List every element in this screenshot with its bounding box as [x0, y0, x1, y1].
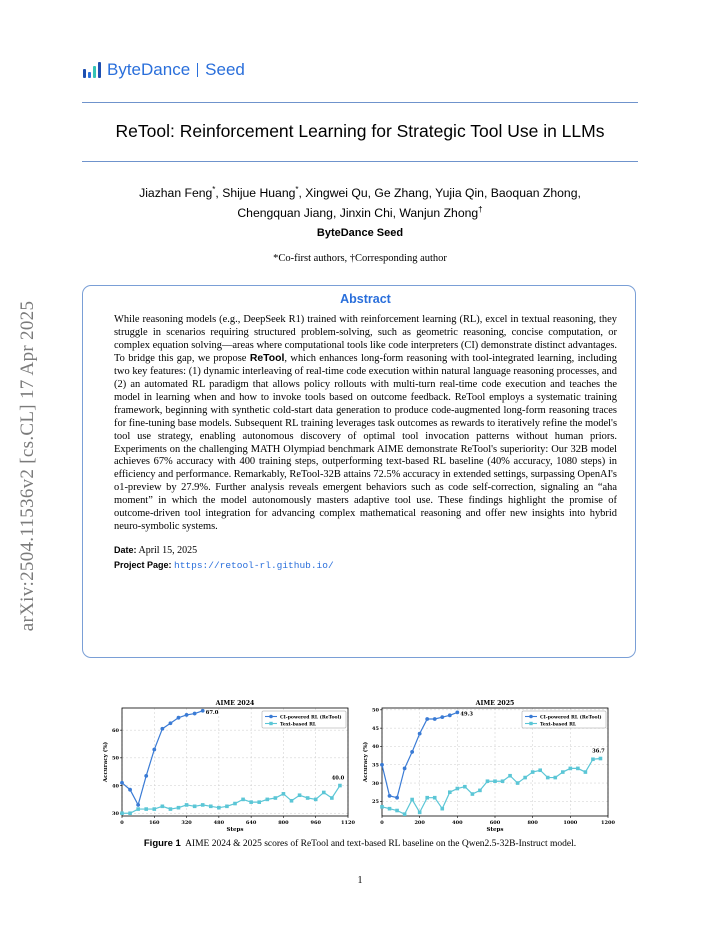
author-separator: ,	[392, 205, 400, 220]
author-separator: ,	[332, 205, 340, 220]
x-tick-label: 1200	[601, 820, 615, 826]
logo-bar	[93, 66, 96, 78]
data-point	[576, 767, 580, 771]
x-tick-label: 800	[278, 820, 289, 826]
author-name: Xingwei Qu	[305, 186, 368, 201]
y-tick-label: 50	[372, 707, 379, 714]
chart-title: AIME 2025	[475, 700, 515, 707]
page-number: 1	[357, 875, 363, 886]
data-point	[128, 811, 132, 815]
y-tick-label: 25	[372, 799, 379, 806]
data-point	[161, 805, 165, 809]
abstract-box	[82, 285, 636, 658]
data-point	[508, 774, 512, 778]
x-tick-label: 1000	[563, 820, 578, 826]
data-point	[233, 802, 237, 806]
data-point	[120, 781, 124, 785]
x-tick-label: 200	[414, 820, 425, 826]
data-point	[290, 799, 294, 803]
data-point	[418, 811, 422, 815]
author-name: Baoquan Zhong	[490, 186, 578, 201]
data-point	[448, 790, 452, 794]
data-point	[591, 757, 595, 761]
title-rule	[82, 161, 638, 162]
y-tick-label: 40	[112, 783, 119, 790]
data-point	[531, 770, 535, 774]
end-value-label: 67.0	[205, 709, 219, 716]
data-point	[425, 796, 429, 800]
author-separator: ,	[367, 186, 375, 201]
logo-bar	[88, 72, 91, 78]
author-mark: †	[478, 204, 483, 214]
bytedance-seed-logo	[83, 60, 245, 80]
end-value-label: 49.3	[460, 711, 473, 718]
end-value-label: 40.0	[331, 775, 345, 782]
project-link[interactable]: https://retool-rl.github.io/	[174, 560, 334, 572]
data-point	[128, 788, 132, 792]
author-name: Yujia Qin	[435, 186, 484, 201]
data-point	[136, 803, 140, 807]
author-name: Shijue Huang	[222, 186, 296, 201]
x-tick-label: 800	[527, 820, 538, 826]
data-point	[380, 763, 384, 767]
legend-swatch-marker	[269, 722, 272, 725]
figure-caption	[0, 838, 720, 849]
author-name: Jiazhan Feng	[139, 186, 213, 201]
x-tick-label: 320	[181, 820, 192, 826]
data-point	[314, 798, 318, 802]
data-point	[448, 713, 452, 717]
data-point	[538, 768, 542, 772]
abstract-heading: Abstract	[340, 292, 391, 306]
method-name: ReTool	[249, 352, 285, 364]
data-point	[433, 796, 437, 800]
data-point	[298, 793, 302, 797]
data-point	[169, 721, 173, 725]
data-point	[152, 748, 156, 752]
data-point	[471, 792, 475, 796]
logo-sub: Seed	[205, 60, 245, 79]
y-axis-label: Accuracy (%)	[363, 741, 369, 783]
data-point	[493, 779, 497, 783]
data-point	[433, 717, 437, 721]
data-point	[201, 803, 205, 807]
logo-bar	[83, 69, 86, 78]
data-point	[193, 805, 197, 809]
legend-swatch-marker	[529, 722, 532, 725]
affiliation: ByteDance Seed	[316, 227, 404, 239]
legend-swatch-marker	[529, 715, 533, 719]
data-point	[249, 800, 253, 804]
data-point	[282, 792, 286, 796]
y-tick-label: 35	[372, 762, 379, 769]
data-point	[395, 809, 399, 813]
data-point	[274, 796, 278, 800]
data-point	[201, 709, 205, 713]
data-point	[185, 713, 189, 717]
data-point	[403, 767, 407, 771]
data-point	[410, 750, 414, 754]
date-line	[114, 543, 617, 558]
x-tick-label: 0	[380, 820, 384, 826]
x-tick-label: 960	[310, 820, 321, 826]
data-point	[241, 798, 245, 802]
chart-aime-2025	[362, 697, 622, 837]
x-tick-label: 0	[120, 820, 124, 826]
y-tick-label: 60	[112, 727, 119, 734]
author-name: Wanjun Zhong	[399, 205, 479, 220]
legend-label: Text-based RL	[540, 722, 577, 728]
data-point	[306, 796, 310, 800]
author-list	[82, 182, 638, 221]
data-point	[410, 798, 414, 802]
x-tick-label: 600	[489, 820, 501, 826]
data-point	[523, 776, 527, 780]
figure-label: Figure 1	[143, 838, 181, 849]
figure-caption-text: AIME 2024 & 2025 scores of ReTool and text-based RL baseline on the Qwen2.5-32B-Instruct model.	[185, 839, 577, 849]
y-tick-label: 45	[372, 725, 379, 732]
x-axis-label: Steps	[486, 827, 504, 833]
data-point	[144, 774, 148, 778]
data-point	[136, 807, 140, 811]
author-mark: *	[212, 185, 216, 194]
data-point	[463, 785, 467, 789]
y-tick-label: 40	[372, 744, 379, 751]
data-point	[561, 770, 565, 774]
abstract-text-after: , which enhances long-form reasoning with tool-integrated learning, including two key features: (1) dynamic interleaving of real-time code execution within natural language reasoning processes, and (2) an automated RL paradigm that allows policy rollouts with multi-turn real-time code execution and teaches the model in learning when and how to invoke tools based on outcome feedback. ReTool employs a systematic training framework, beginning with synthetic cold-start data generation to produce code-augmented long-form reasoning traces for fine-tuning base models. Subsequent RL training leverages task outcomes as rewards to iteratively refine the model's tool use strategy, enabling autonomous discovery of optimal tool invocation patterns without human priors. Experiments on the challenging MATH Olympiad benchmark AIME demonstrate ReTool's superiority: Our 32B model achieves 67% accuracy with 400 training steps, outperforming text-based RL baseline (40% accuracy, 1080 steps) in efficiency and performance. Remarkably, ReTool-32B attains 72.5% accuracy in extended settings, surpassing OpenAI's o1-preview by 27.9%. Further analysis reveals emergent behaviors such as code self-correction, signaling an “aha moment” in which the model autonomously masters adaptive tool use. These findings highlight the promise of outcome-driven tool integration for advancing complex mathematical reasoning and offer new insights into hybrid neuro-symbolic systems.	[114, 352, 617, 533]
arxiv-identifier: arXiv:2504.11536v2 [cs.CL] 17 Apr 2025	[17, 300, 38, 632]
data-point	[440, 715, 444, 719]
logo-separator	[197, 63, 198, 77]
data-point	[144, 807, 148, 811]
abstract-meta	[114, 543, 617, 573]
author-separator: ,	[428, 186, 436, 201]
y-tick-label: 50	[112, 755, 119, 762]
author-note: *Co-first authors, †Corresponding author	[273, 253, 447, 264]
x-axis-label: Steps	[226, 827, 244, 833]
y-axis-label: Accuracy (%)	[103, 741, 109, 783]
y-tick-label: 30	[112, 811, 119, 818]
author-separator: ,	[298, 186, 306, 201]
data-point	[169, 807, 173, 811]
legend-label: CI-powered RL (ReTool)	[540, 715, 602, 721]
legend-label: Text-based RL	[280, 722, 317, 728]
x-tick-label: 160	[149, 820, 160, 826]
project-label: Project Page:	[114, 560, 172, 571]
author-separator: ,	[483, 186, 491, 201]
data-point	[569, 767, 573, 771]
data-point	[501, 779, 505, 783]
data-point	[486, 779, 490, 783]
date-label: Date:	[114, 545, 137, 556]
data-point	[388, 807, 392, 811]
data-point	[456, 787, 460, 791]
data-point	[546, 776, 550, 780]
legend-swatch-marker	[269, 715, 273, 719]
data-point	[193, 712, 197, 716]
project-line	[114, 558, 617, 573]
data-point	[338, 784, 342, 788]
data-point	[322, 791, 326, 795]
end-value-label: 36.7	[592, 748, 605, 755]
series-line	[382, 759, 600, 815]
abstract-text-before: While reasoning models (e.g., DeepSeek R1) trained with reinforcement learning (RL), excel in textual reasoning, they struggle in scenarios requiring structured problem-solving, such as geometric reasoning, concise computation, or complex equation solving—areas where computational tools like code interpreters (CI) demonstrate distinct advantages. To bridge this gap, we propose	[114, 314, 617, 364]
data-point	[209, 805, 213, 809]
data-point	[225, 805, 229, 809]
legend-label: CI-powered RL (ReTool)	[280, 715, 342, 721]
data-point	[553, 776, 557, 780]
data-point	[257, 800, 261, 804]
x-tick-label: 400	[452, 820, 463, 826]
data-point	[217, 806, 221, 810]
x-tick-label: 1120	[341, 820, 355, 826]
top-rule	[82, 102, 638, 103]
data-point	[516, 781, 520, 785]
data-point	[425, 717, 429, 721]
data-point	[120, 811, 124, 815]
author-separator: ,	[215, 186, 223, 201]
author-mark: *	[295, 185, 299, 194]
data-point	[584, 770, 588, 774]
data-point	[265, 798, 269, 802]
author-name: Ge Zhang	[374, 186, 429, 201]
data-point	[388, 794, 392, 798]
data-point	[177, 806, 181, 810]
data-point	[152, 807, 156, 811]
author-separator: ,	[577, 186, 581, 201]
y-tick-label: 30	[372, 780, 379, 787]
date-value: April 15, 2025	[138, 545, 198, 557]
data-point	[478, 789, 482, 793]
data-point	[599, 757, 603, 761]
data-point	[160, 727, 164, 731]
author-name: Jinxin Chi	[339, 205, 393, 220]
data-point	[330, 796, 334, 800]
paper-title: ReTool: Reinforcement Learning for Strategic Tool Use in LLMs	[115, 121, 605, 141]
data-point	[403, 812, 407, 816]
data-point	[418, 732, 422, 736]
author-name: Chengquan Jiang	[237, 205, 333, 220]
data-point	[455, 710, 459, 714]
logo-bar	[98, 62, 101, 78]
logo-brand: ByteDance	[107, 60, 191, 79]
data-point	[380, 805, 384, 809]
data-point	[177, 716, 181, 720]
x-tick-label: 640	[245, 820, 257, 826]
data-point	[185, 803, 189, 807]
chart-aime-2024	[102, 697, 362, 837]
chart-title: AIME 2024	[215, 700, 255, 707]
bytedance-logo-icon	[83, 62, 101, 78]
data-point	[395, 796, 399, 800]
data-point	[440, 807, 444, 811]
abstract-text	[114, 314, 617, 534]
x-tick-label: 480	[213, 820, 225, 826]
